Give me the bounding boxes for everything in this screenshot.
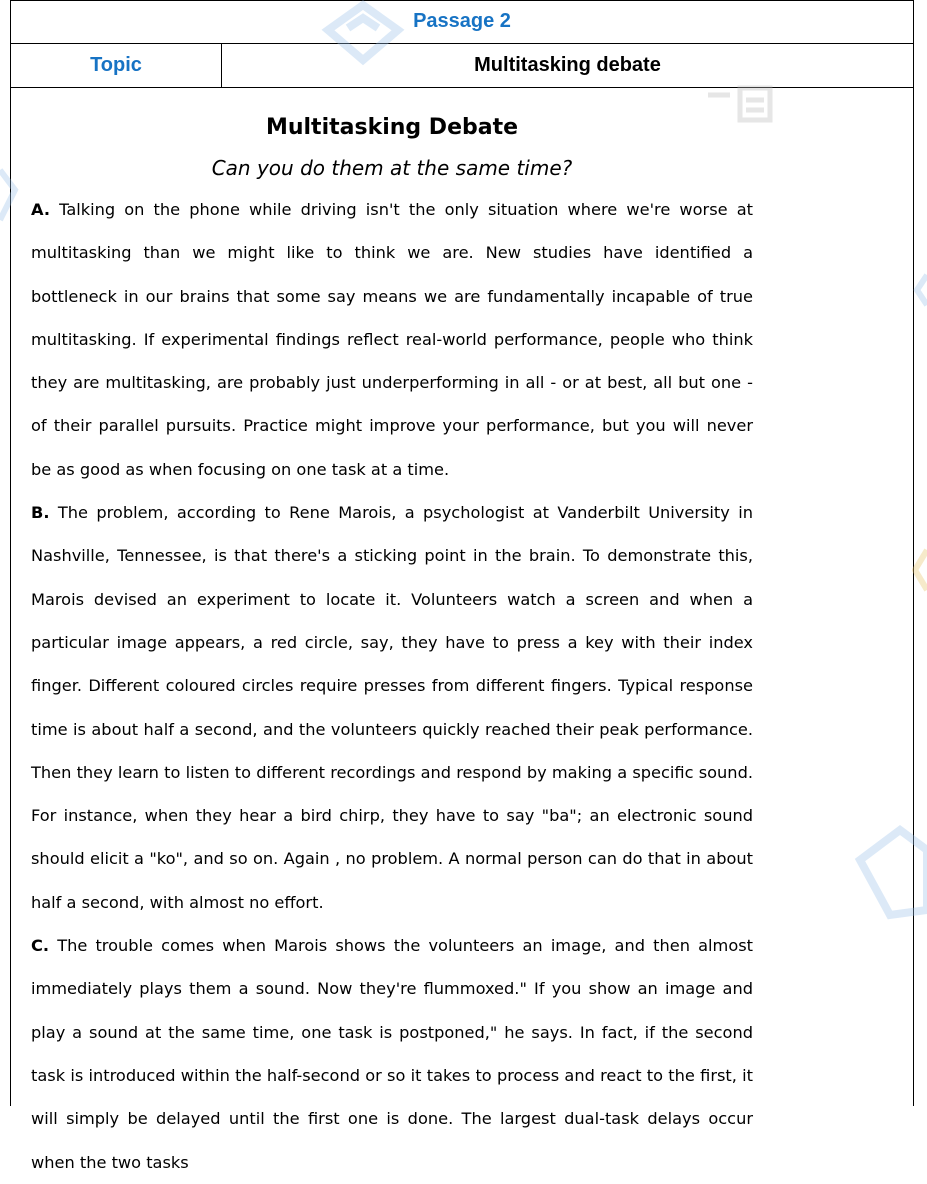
paragraph-text: The trouble comes when Marois shows the volunteers an image, and then almost immediately plays them a sound. Now they're flummoxed." If you show an image and play a sound at the same time, one task is postponed," he says. In fact, if the second task is introduced within the half-second or so it takes to process and react to the first, it will simply be delayed until the first one is done. The largest dual-task delays occur when the two tasks (31, 936, 753, 1172)
passage-title: Passage 2 (413, 10, 511, 32)
topic-label: Topic (11, 43, 222, 87)
paragraph-label: A. (31, 200, 50, 219)
watermark-logo-icon (912, 545, 927, 595)
paragraph-text: The problem, according to Rene Marois, a psychologist at Vanderbilt University in Nashville, Tennessee, is that there's a sticking point in the brain. To demonstrate this, Marois devised an experiment to locate it. Volunteers watch a screen and when a particular image appears, a red circle, say, they have to press a key with their index finger. Different coloured circles require presses from different fingers. Typical response time is about half a second, and the volunteers quickly reached their peak performance. Then they learn to listen to different recordings and respond by making a specific sound. For instance, when they hear a bird chirp, they have to say "ba"; an electronic sound should elicit a "ko", and so on. Again , no problem. A normal person can do that in about half a second, with almost no effort. (31, 503, 753, 912)
topic-value: Multitasking debate (474, 54, 661, 76)
article-title: Multitasking Debate (265, 115, 519, 140)
paragraph-a (31, 188, 753, 491)
watermark-logo-icon (912, 270, 927, 310)
article-subtitle: Can you do them at the same time? (211, 156, 573, 180)
paragraph-label: B. (31, 503, 50, 523)
paragraph-text: Talking on the phone while driving isn't the only situation where we're worse at multitasking than we might like to think we are. New studies have identified a bottleneck in our brains that some say means we are fundamentally incapable of true multitasking. If experimental findings reflect real-world performance, people who think they are multitasking, are probably just underperforming in all - or at best, all but one - of their parallel pursuits. Practice might improve your performance, but you will never be as good as when focusing on one task at a time. (31, 200, 753, 479)
paragraph-c (31, 924, 753, 1184)
article (31, 100, 753, 1184)
paragraph-b (31, 491, 753, 924)
paragraph-label: C. (31, 936, 50, 956)
